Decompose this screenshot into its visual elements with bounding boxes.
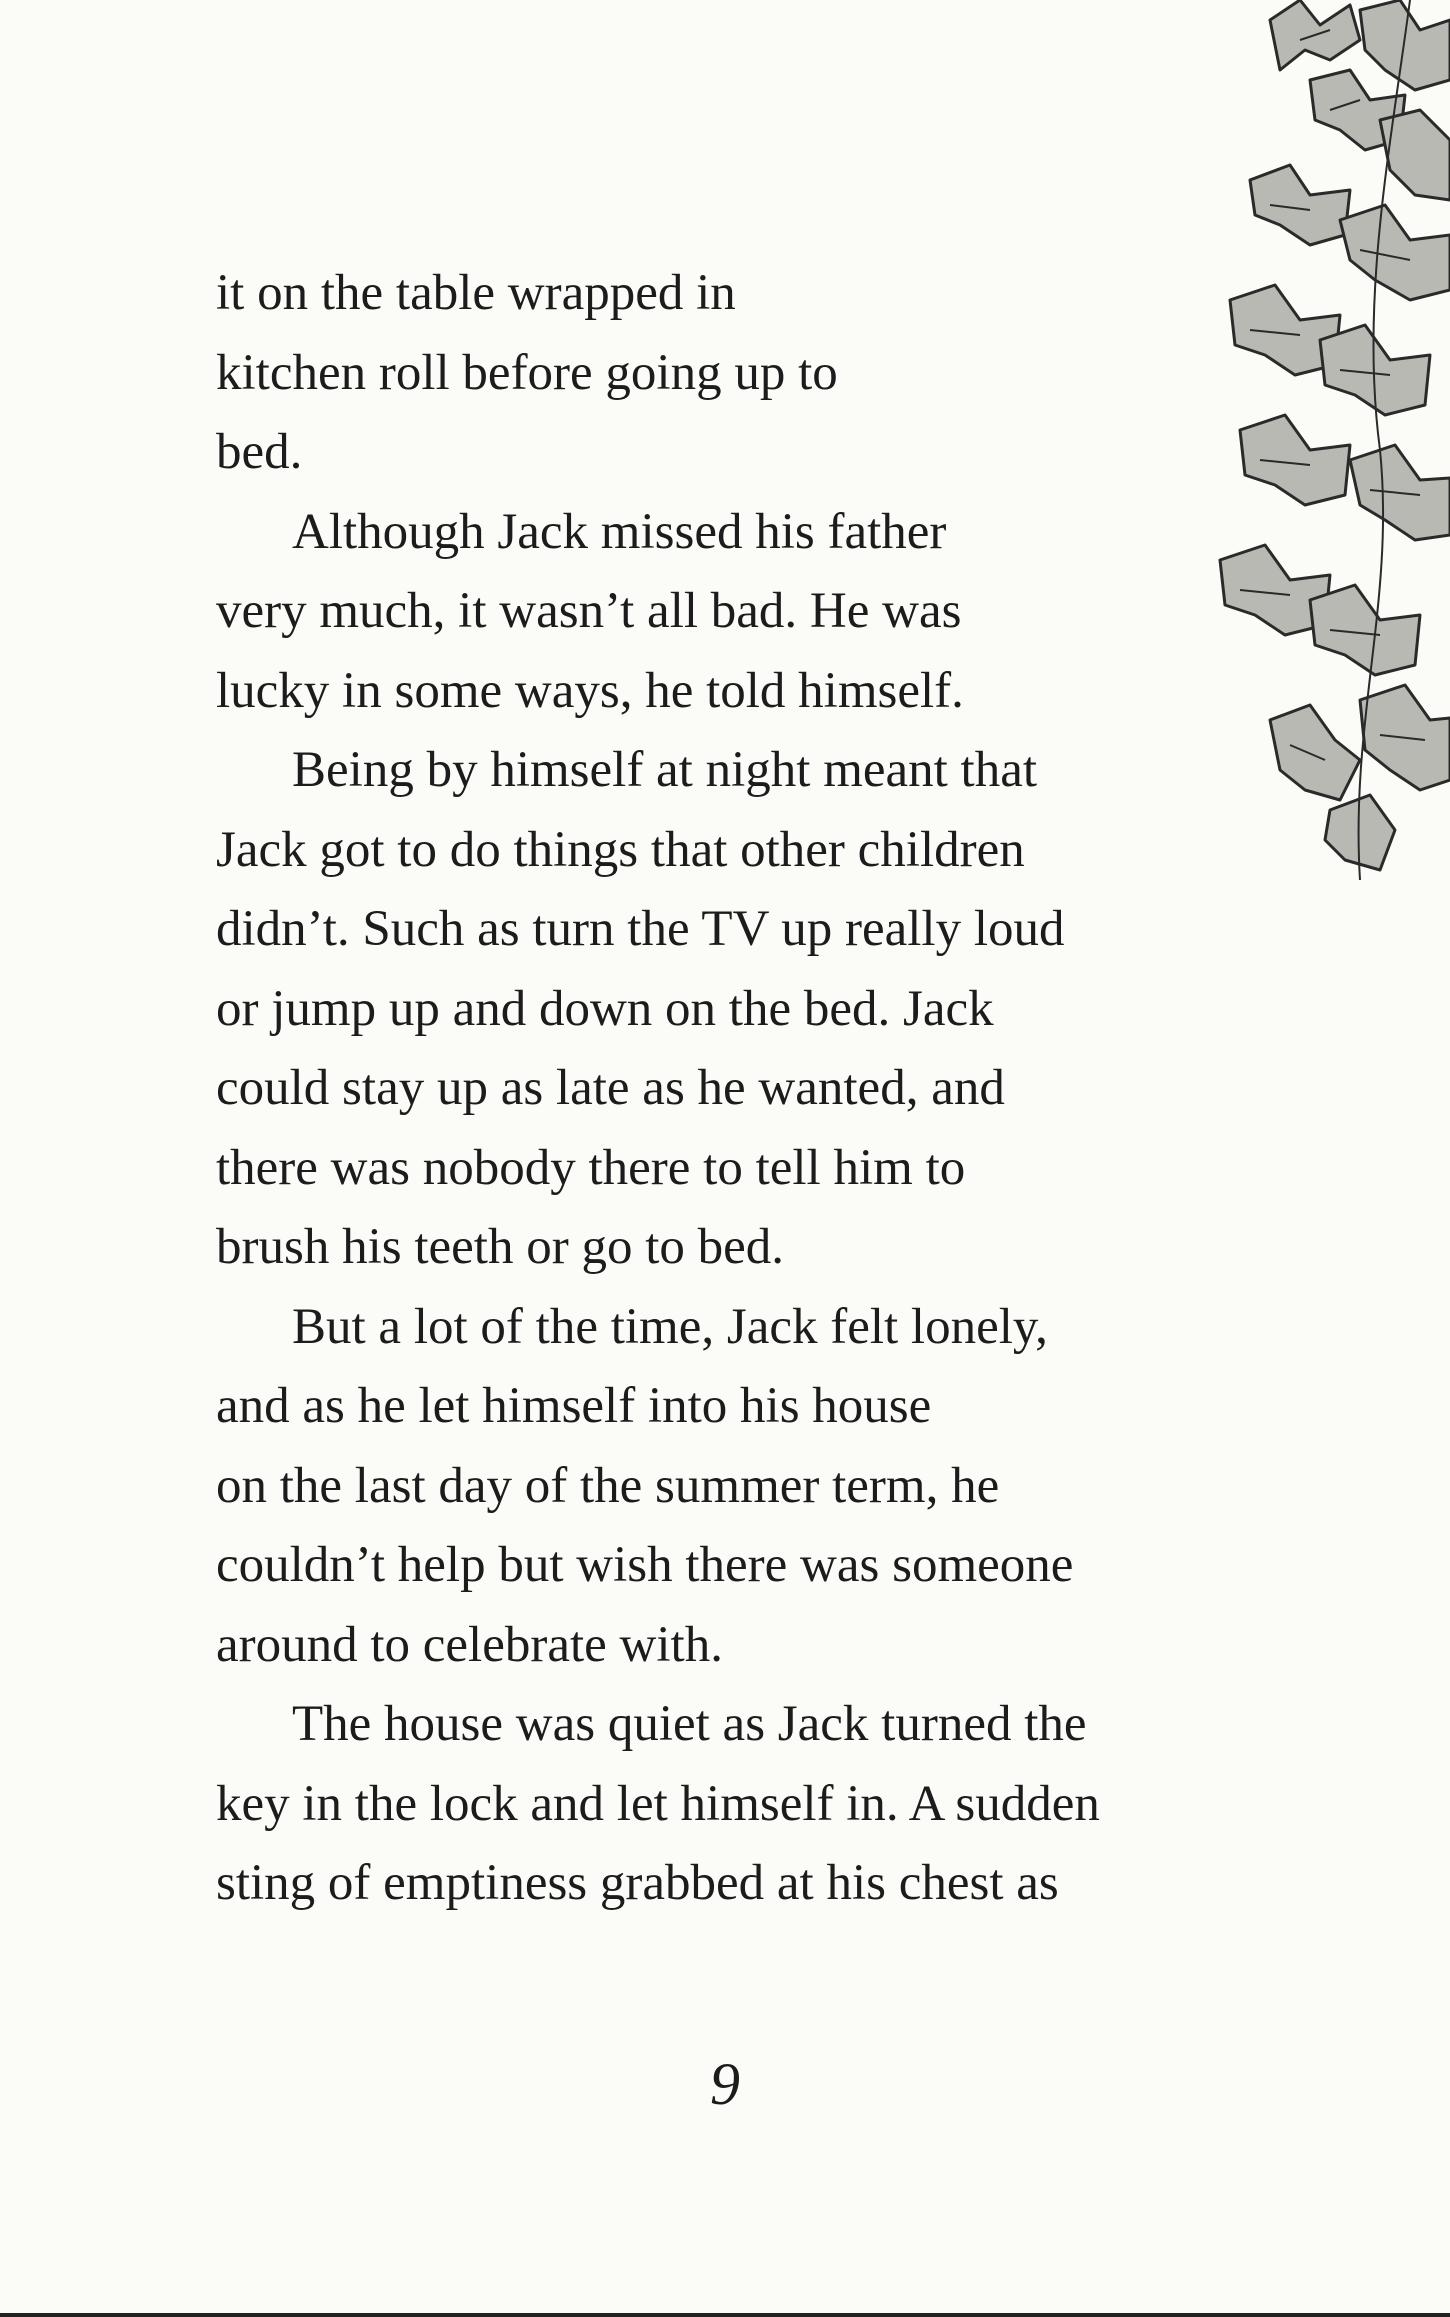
text-line: brush his teeth or go to bed. xyxy=(216,1219,784,1275)
page-edge-divider xyxy=(0,2313,1450,2317)
text-line: there was nobody there to tell him to xyxy=(216,1139,966,1196)
text-line: lucky in some ways, he told himself. xyxy=(216,662,964,719)
paragraph-start-line: The house was quiet as Jack turned the xyxy=(292,1696,1087,1752)
text-line: sting of emptiness grabbed at his chest as xyxy=(216,1855,1059,1911)
page-number: 9 xyxy=(710,2051,740,2117)
text-line: on the last day of the summer term, he xyxy=(216,1457,1000,1514)
paragraph-start-line: But a lot of the time, Jack felt lonely, xyxy=(292,1298,1048,1355)
text-line: kitchen roll before going up to xyxy=(216,344,838,401)
text-line: or jump up and down on the bed. Jack xyxy=(216,980,994,1037)
paragraph-start-line: Being by himself at night meant that xyxy=(292,742,1038,798)
text-line: and as he let himself into his house xyxy=(216,1378,932,1434)
text-line: it on the table wrapped in xyxy=(216,265,736,321)
text-line: bed. xyxy=(216,424,303,480)
text-line: Jack got to do things that other children xyxy=(216,821,1025,878)
text-line: very much, it wasn’t all bad. He was xyxy=(216,583,962,639)
text-line: couldn’t help but wish there was someone xyxy=(216,1537,1074,1593)
text-line: could stay up as late as he wanted, and xyxy=(216,1060,1005,1116)
body-text xyxy=(216,254,1256,1924)
paragraph-start-line: Although Jack missed his father xyxy=(292,503,947,560)
text-line: around to celebrate with. xyxy=(216,1616,723,1673)
text-line: key in the lock and let himself in. A sudden xyxy=(216,1775,1100,1832)
text-line: didn’t. Such as turn the TV up really loud xyxy=(216,901,1065,957)
